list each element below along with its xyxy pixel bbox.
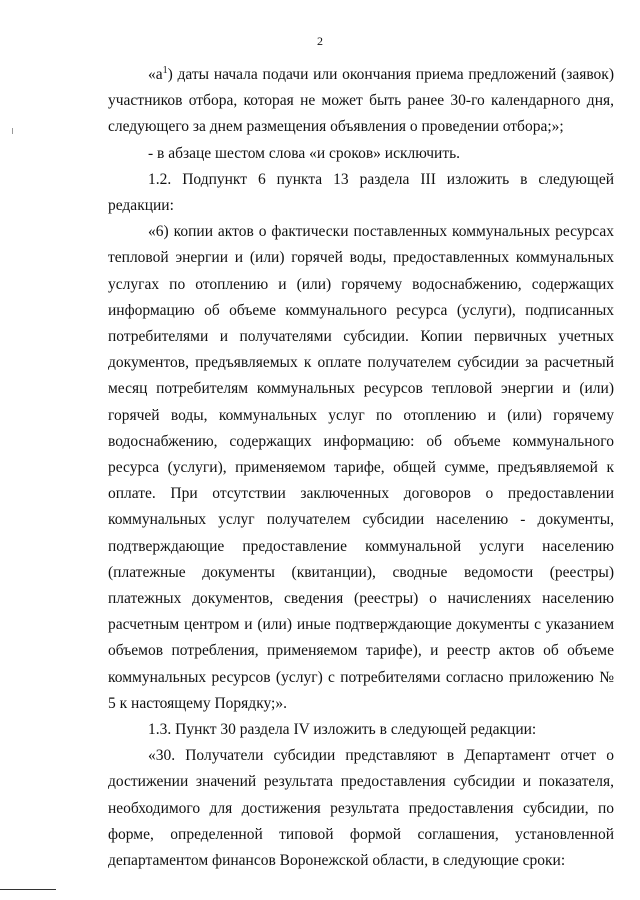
margin-mark xyxy=(12,128,13,134)
paragraph-point-30: «30. Получатели субсидии представляют в Департамент отчет о достижении значений результата предоставления субсидии и показателя, необходимого для достижения результата предоставления субсидии, по форме, определенной типовой формой соглашения, установленной департаментом финансов Воронежской области, в следующие сроки: xyxy=(108,747,614,870)
footer-rule xyxy=(0,889,56,890)
page-number: 2 xyxy=(317,34,323,48)
paragraph-amendment-a1 xyxy=(108,62,614,141)
superscript-one: 1 xyxy=(162,64,168,76)
paragraph-1-3-heading: 1.3. Пункт 30 раздела IV изложить в следующей редакции: xyxy=(148,721,537,739)
paragraph-1-2-heading: 1.2. Подпункт 6 пункта 13 раздела III изложить в следующей редакции: xyxy=(108,170,614,215)
paragraph-subpoint-6: «6) копии актов о фактически поставленных коммунальных ресурсах тепловой энергии и (или) горячей воды, предоставленных коммунальных услугах по отоплению и (или) горячему водоснабжению, содержащих информацию об объеме коммунального ресурса (услуги), подписанных потребителями и получателями субсидии. Копии первичных учетных документов, предъявляемых к оплате получателем субсидии за расчетный месяц потребителям коммунальных ресурсов тепловой энергии и (или) горячей воды, коммунальных услуг по отоплению и (или) горячему водоснабжению, содержащих информацию: об объеме коммунального ресурса (услуги), применяемом тарифе, общей сумме, предъявляемой к оплате. При отсутствии заключенных договоров о предоставлении коммунальных услуг получателем субсидии населению - документы, подтверждающие предоставление коммунальной услуги населению (платежные документы (квитанции), сводные ведомости (реестры) платежных документов, сведения (реестры) о начислениях населению расчетным центром и (или) иные подтверждающие документы с указанием объемов потребления, применяемом тарифе), и реестр актов об объеме коммунальных ресурсов (услуг) с потребителями согласно приложению № 5 к настоящему Порядку;». xyxy=(108,223,614,712)
paragraph-text: ) даты начала подачи или окончания приема предложений (заявок) участников отбора, которая не может быть ранее 30-го календарного дня, следующего за днем размещения объявления о проведении отбора;»; xyxy=(108,66,614,136)
paragraph-exclusion: - в абзаце шестом слова «и сроков» исключить. xyxy=(148,144,461,162)
document-body xyxy=(108,62,614,874)
paragraph-prefix: «а xyxy=(148,66,163,83)
